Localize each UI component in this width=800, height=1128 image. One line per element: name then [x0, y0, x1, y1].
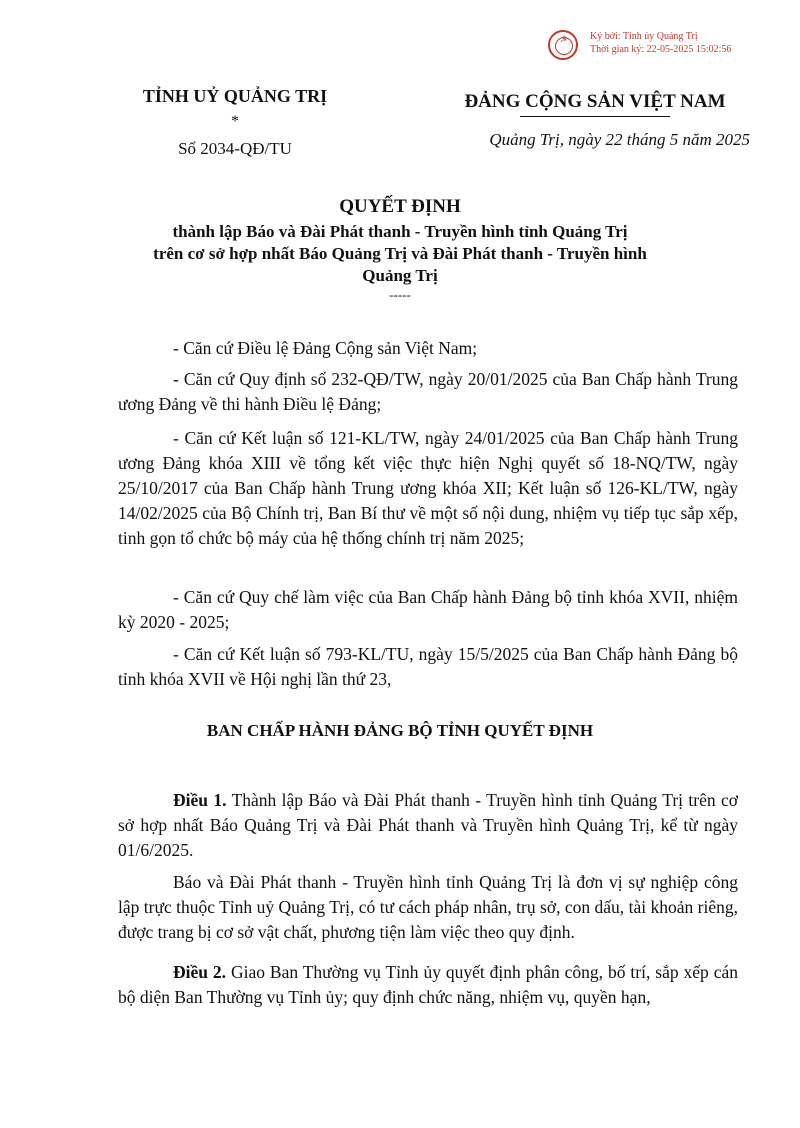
article-2 [118, 960, 738, 1010]
article-1-paragraph: Báo và Đài Phát thanh - Truyền hình tỉnh Quảng Trị là đơn vị sự nghiệp công lập trực thuộc Tỉnh uỷ Quảng Trị, có tư cách pháp nhân, trụ sở, con dấu, tài khoản riêng, được trang bị cơ sở vật chất, phương tiện làm việc theo quy định. [118, 872, 738, 942]
party-underline [520, 116, 670, 117]
basis-paragraph: - Căn cứ Điều lệ Đảng Cộng sản Việt Nam; [173, 338, 478, 358]
basis-paragraph: - Căn cứ Kết luận số 793-KL/TU, ngày 15/5/2025 của Ban Chấp hành Đảng bộ tỉnh khóa XVII về Hội nghị lần thứ 23, [118, 644, 738, 689]
article-text: Thành lập Báo và Đài Phát thanh - Truyền hình tỉnh Quảng Trị trên cơ sở hợp nhất Báo Quảng Trị và Đài Phát thanh và Truyền hình Quảng Trị, kể từ ngày 01/6/2025. [118, 790, 739, 860]
document-subtitle [110, 221, 690, 287]
seal-icon: ☭ [548, 30, 578, 60]
subtitle-line: trên cơ sở hợp nhất Báo Quảng Trị và Đài Phát thanh - Truyền hình [153, 244, 647, 263]
subtitle-line: thành lập Báo và Đài Phát thanh - Truyền hình tỉnh Quảng Trị [172, 222, 628, 241]
article-1 [118, 788, 738, 863]
basis-paragraph: - Căn cứ Quy định số 232-QĐ/TW, ngày 20/01/2025 của Ban Chấp hành Trung ương Đảng về thi hành Điều lệ Đảng; [118, 369, 738, 414]
issuing-org: TỈNH UỶ QUẢNG TRỊ [142, 86, 328, 106]
article-text: Giao Ban Thường vụ Tỉnh ủy quyết định phân công, bố trí, sắp xếp cán bộ diện Ban Thường vụ Tỉnh ủy; quy định chức năng, nhiệm vụ, quyền hạn, [118, 962, 739, 1007]
signed-by: Ký bởi: Tỉnh ủy Quảng Trị [590, 31, 698, 42]
article-label: Điều 1. [173, 790, 227, 810]
place-date: Quảng Trị, ngày 22 tháng 5 năm 2025 [489, 130, 750, 149]
party-name: ĐẢNG CỘNG SẢN VIỆT NAM [464, 91, 726, 112]
digital-signature-stamp [548, 28, 788, 64]
subtitle-line: Quảng Trị [362, 266, 438, 285]
article-label: Điều 2. [173, 962, 227, 982]
signature-text [590, 30, 731, 56]
separator: ----- [389, 287, 411, 302]
signing-time: Thời gian ký: 22-05-2025 15:02:56 [590, 44, 732, 55]
decision-heading: BAN CHẤP HÀNH ĐẢNG BỘ TỈNH QUYẾT ĐỊNH [206, 721, 594, 740]
star-mark: * [231, 113, 239, 130]
basis-paragraph: - Căn cứ Quy chế làm việc của Ban Chấp hành Đảng bộ tỉnh khóa XVII, nhiệm kỳ 2020 - 2025; [118, 587, 738, 632]
document-number: Số 2034-QĐ/TU [178, 139, 292, 158]
basis-paragraph: - Căn cứ Kết luận số 121-KL/TW, ngày 24/01/2025 của Ban Chấp hành Trung ương Đảng khóa XIII về tổng kết việc thực hiện Nghị quyết số 18-NQ/TW, ngày 25/10/2017 của Ban Chấp hành Trung ương khóa XII; Kết luận số 126-KL/TW, ngày 14/02/2025 của Bộ Chính trị, Ban Bí thư về một số nội dung, nhiệm vụ tiếp tục sắp xếp, tinh gọn tổ chức bộ máy của hệ thống chính trị năm 2025; [118, 428, 738, 548]
document-title: QUYẾT ĐỊNH [339, 196, 461, 217]
